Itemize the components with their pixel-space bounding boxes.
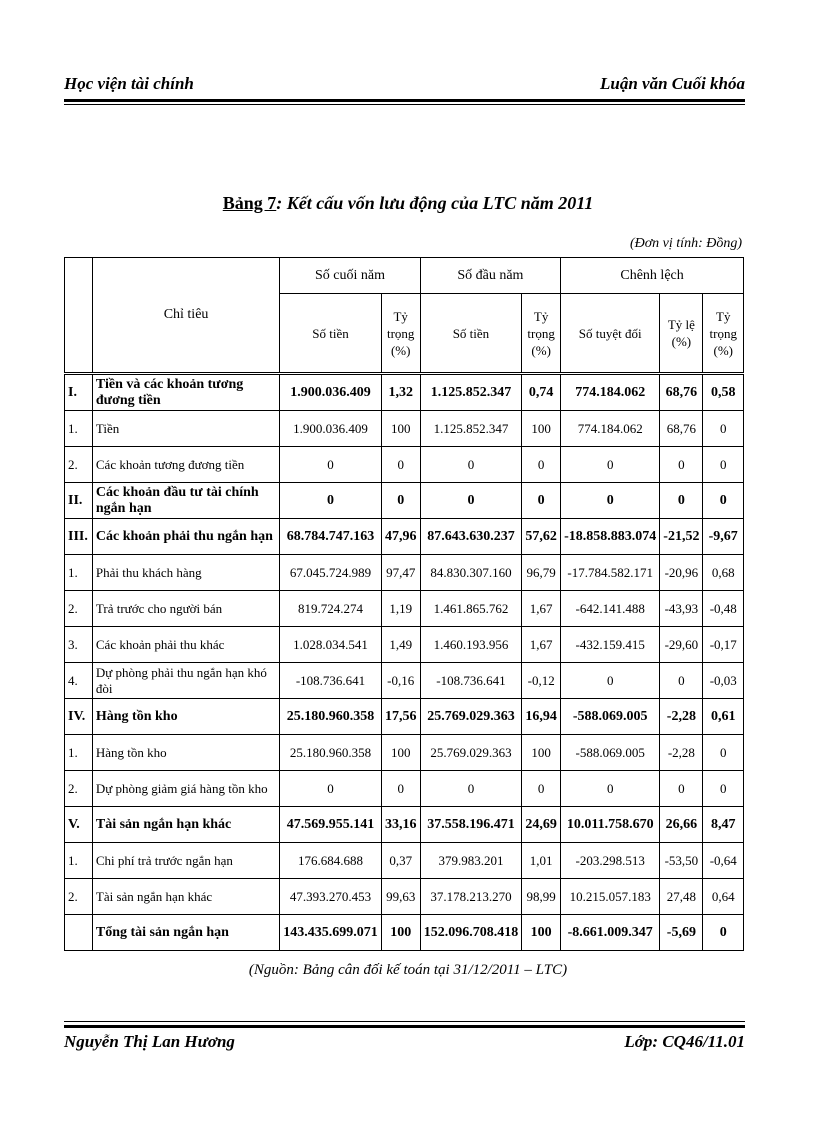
diff-ratio: -0,03 xyxy=(703,663,744,699)
diff-absolute: 0 xyxy=(561,483,660,519)
table-row xyxy=(65,915,744,951)
row-number xyxy=(65,915,93,951)
start-year-amount: 25.769.029.363 xyxy=(420,735,522,771)
diff-ratio: 0 xyxy=(703,447,744,483)
start-year-ratio: -0,12 xyxy=(522,663,561,699)
end-year-ratio: 97,47 xyxy=(381,555,420,591)
diff-ratio: 0,61 xyxy=(703,699,744,735)
start-year-ratio: 96,79 xyxy=(522,555,561,591)
diff-absolute: -432.159.415 xyxy=(561,627,660,663)
diff-ratio: -0,48 xyxy=(703,591,744,627)
header-cuoi-nam: Số cuối năm xyxy=(280,258,420,294)
row-name: Các khoản đầu tư tài chính ngắn hạn xyxy=(92,483,279,519)
diff-rate: -21,52 xyxy=(660,519,703,555)
end-year-amount: 819.724.274 xyxy=(280,591,382,627)
start-year-amount: 1.125.852.347 xyxy=(420,411,522,447)
table-row xyxy=(65,411,744,447)
header-right: Luận văn Cuối khóa xyxy=(599,74,745,93)
end-year-ratio: 0 xyxy=(381,771,420,807)
end-year-amount: 47.393.270.453 xyxy=(280,879,382,915)
diff-rate: 68,76 xyxy=(660,374,703,411)
start-year-amount: 25.769.029.363 xyxy=(420,699,522,735)
row-name: Dự phòng giảm giá hàng tồn kho xyxy=(92,771,279,807)
source-note: (Nguồn: Bảng cân đối kế toán tại 31/12/2011 – LTC) xyxy=(248,962,568,978)
page-header xyxy=(64,74,745,98)
diff-ratio: 0 xyxy=(703,411,744,447)
table-row xyxy=(65,483,744,519)
diff-absolute: -8.661.009.347 xyxy=(561,915,660,951)
diff-ratio: 0,58 xyxy=(703,374,744,411)
unit-note: (Đơn vị tính: Đồng) xyxy=(629,236,742,251)
diff-absolute: -18.858.883.074 xyxy=(561,519,660,555)
diff-rate: -20,96 xyxy=(660,555,703,591)
start-year-amount: 152.096.708.418 xyxy=(420,915,522,951)
header-chenh-lech: Chênh lệch xyxy=(561,258,744,294)
end-year-amount: 0 xyxy=(280,447,382,483)
end-year-amount: 25.180.960.358 xyxy=(280,735,382,771)
capital-structure-table xyxy=(64,257,744,951)
table-title-label: Bảng 7 xyxy=(222,193,277,213)
start-year-amount: 0 xyxy=(420,771,522,807)
header-ty-trong-3: Tỷ trọng (%) xyxy=(703,294,744,374)
table-row xyxy=(65,374,744,411)
end-year-ratio: 47,96 xyxy=(381,519,420,555)
row-name: Hàng tồn kho xyxy=(92,735,279,771)
start-year-ratio: 16,94 xyxy=(522,699,561,735)
end-year-ratio: 1,19 xyxy=(381,591,420,627)
diff-ratio: 0 xyxy=(703,735,744,771)
table-title-text: : Kết cấu vốn lưu động của LTC năm 2011 xyxy=(276,193,594,213)
diff-rate: -5,69 xyxy=(660,915,703,951)
header-dau-nam: Số đầu năm xyxy=(420,258,560,294)
table-row xyxy=(65,771,744,807)
header-stt xyxy=(65,258,93,374)
diff-absolute: 774.184.062 xyxy=(561,411,660,447)
diff-ratio: -9,67 xyxy=(703,519,744,555)
end-year-ratio: -0,16 xyxy=(381,663,420,699)
row-number: II. xyxy=(65,483,93,519)
start-year-amount: -108.736.641 xyxy=(420,663,522,699)
row-number: 1. xyxy=(65,735,93,771)
end-year-amount: 1.900.036.409 xyxy=(280,374,382,411)
end-year-amount: 47.569.955.141 xyxy=(280,807,382,843)
row-name: Dự phòng phải thu ngắn hạn khó đòi xyxy=(92,663,279,699)
header-rule-thin xyxy=(64,104,745,105)
start-year-ratio: 0,74 xyxy=(522,374,561,411)
start-year-amount: 379.983.201 xyxy=(420,843,522,879)
row-number: 2. xyxy=(65,591,93,627)
end-year-amount: -108.736.641 xyxy=(280,663,382,699)
diff-rate: -2,28 xyxy=(660,735,703,771)
diff-absolute: -17.784.582.171 xyxy=(561,555,660,591)
diff-ratio: 0 xyxy=(703,771,744,807)
start-year-ratio: 1,67 xyxy=(522,591,561,627)
start-year-ratio: 100 xyxy=(522,411,561,447)
header-chi-tieu: Chỉ tiêu xyxy=(92,258,279,374)
table-header-row-1 xyxy=(65,258,744,294)
footer-left: Nguyễn Thị Lan Hương xyxy=(64,1032,235,1051)
diff-ratio: -0,64 xyxy=(703,843,744,879)
footer-rule-thin xyxy=(64,1021,745,1022)
diff-absolute: 0 xyxy=(561,771,660,807)
diff-absolute: 10.011.758.670 xyxy=(561,807,660,843)
diff-absolute: 0 xyxy=(561,663,660,699)
diff-rate: 0 xyxy=(660,447,703,483)
table-row xyxy=(65,879,744,915)
start-year-ratio: 24,69 xyxy=(522,807,561,843)
footer-right: Lớp: CQ46/11.01 xyxy=(624,1032,745,1051)
diff-ratio: 0 xyxy=(703,483,744,519)
diff-absolute: 10.215.057.183 xyxy=(561,879,660,915)
header-rule-thick xyxy=(64,99,745,102)
end-year-ratio: 100 xyxy=(381,915,420,951)
footer-rule-thick xyxy=(64,1025,745,1028)
start-year-ratio: 57,62 xyxy=(522,519,561,555)
diff-rate: 26,66 xyxy=(660,807,703,843)
start-year-ratio: 1,01 xyxy=(522,843,561,879)
header-ty-le: Tỷ lệ (%) xyxy=(660,294,703,374)
end-year-ratio: 0 xyxy=(381,447,420,483)
table-row xyxy=(65,555,744,591)
diff-ratio: 0,64 xyxy=(703,879,744,915)
header-so-tien-2: Số tiền xyxy=(420,294,522,374)
row-name: Tổng tài sản ngắn hạn xyxy=(92,915,279,951)
diff-rate: 68,76 xyxy=(660,411,703,447)
table-title xyxy=(0,193,816,214)
end-year-amount: 1.900.036.409 xyxy=(280,411,382,447)
diff-absolute: -203.298.513 xyxy=(561,843,660,879)
row-name: Trả trước cho người bán xyxy=(92,591,279,627)
row-number: 2. xyxy=(65,447,93,483)
start-year-amount: 0 xyxy=(420,447,522,483)
diff-absolute: -588.069.005 xyxy=(561,735,660,771)
end-year-amount: 68.784.747.163 xyxy=(280,519,382,555)
start-year-amount: 84.830.307.160 xyxy=(420,555,522,591)
end-year-ratio: 17,56 xyxy=(381,699,420,735)
header-left: Học viện tài chính xyxy=(64,74,194,93)
table-row xyxy=(65,807,744,843)
row-name: Chi phí trả trước ngắn hạn xyxy=(92,843,279,879)
header-ty-trong-2: Tỷ trọng (%) xyxy=(522,294,561,374)
diff-rate: 27,48 xyxy=(660,879,703,915)
diff-absolute: 774.184.062 xyxy=(561,374,660,411)
row-number: 2. xyxy=(65,879,93,915)
start-year-amount: 0 xyxy=(420,483,522,519)
end-year-ratio: 33,16 xyxy=(381,807,420,843)
row-number: 4. xyxy=(65,663,93,699)
row-name: Các khoản tương đương tiền xyxy=(92,447,279,483)
page-footer xyxy=(64,1032,745,1056)
row-name: Phải thu khách hàng xyxy=(92,555,279,591)
end-year-ratio: 1,49 xyxy=(381,627,420,663)
diff-rate: -53,50 xyxy=(660,843,703,879)
end-year-amount: 67.045.724.989 xyxy=(280,555,382,591)
start-year-ratio: 100 xyxy=(522,735,561,771)
header-so-tuyet-doi: Số tuyệt đối xyxy=(561,294,660,374)
table-row xyxy=(65,447,744,483)
row-number: I. xyxy=(65,374,93,411)
end-year-amount: 0 xyxy=(280,771,382,807)
table-row xyxy=(65,699,744,735)
start-year-amount: 37.558.196.471 xyxy=(420,807,522,843)
row-number: 2. xyxy=(65,771,93,807)
row-number: V. xyxy=(65,807,93,843)
start-year-ratio: 0 xyxy=(522,483,561,519)
row-name: Các khoản phải thu khác xyxy=(92,627,279,663)
diff-ratio: 0,68 xyxy=(703,555,744,591)
row-name: Các khoản phải thu ngắn hạn xyxy=(92,519,279,555)
start-year-amount: 37.178.213.270 xyxy=(420,879,522,915)
start-year-ratio: 100 xyxy=(522,915,561,951)
table-row xyxy=(65,843,744,879)
table-row xyxy=(65,735,744,771)
start-year-amount: 1.460.193.956 xyxy=(420,627,522,663)
row-name: Tiền và các khoản tương đương tiền xyxy=(92,374,279,411)
end-year-ratio: 0 xyxy=(381,483,420,519)
start-year-ratio: 1,67 xyxy=(522,627,561,663)
row-number: 3. xyxy=(65,627,93,663)
table-row xyxy=(65,519,744,555)
row-name: Hàng tồn kho xyxy=(92,699,279,735)
diff-rate: -43,93 xyxy=(660,591,703,627)
diff-rate: -29,60 xyxy=(660,627,703,663)
end-year-amount: 143.435.699.071 xyxy=(280,915,382,951)
row-number: 1. xyxy=(65,843,93,879)
end-year-ratio: 99,63 xyxy=(381,879,420,915)
header-ty-trong-1: Tỷ trọng (%) xyxy=(381,294,420,374)
row-number: IV. xyxy=(65,699,93,735)
end-year-ratio: 0,37 xyxy=(381,843,420,879)
end-year-amount: 25.180.960.358 xyxy=(280,699,382,735)
table-row xyxy=(65,591,744,627)
diff-ratio: -0,17 xyxy=(703,627,744,663)
header-so-tien-1: Số tiền xyxy=(280,294,382,374)
diff-absolute: 0 xyxy=(561,447,660,483)
start-year-amount: 1.461.865.762 xyxy=(420,591,522,627)
start-year-amount: 87.643.630.237 xyxy=(420,519,522,555)
start-year-ratio: 0 xyxy=(522,447,561,483)
row-number: 1. xyxy=(65,555,93,591)
row-name: Tài sản ngắn hạn khác xyxy=(92,807,279,843)
end-year-ratio: 1,32 xyxy=(381,374,420,411)
row-name: Tiền xyxy=(92,411,279,447)
end-year-amount: 1.028.034.541 xyxy=(280,627,382,663)
diff-rate: 0 xyxy=(660,771,703,807)
diff-rate: -2,28 xyxy=(660,699,703,735)
start-year-ratio: 0 xyxy=(522,771,561,807)
end-year-ratio: 100 xyxy=(381,411,420,447)
start-year-ratio: 98,99 xyxy=(522,879,561,915)
diff-ratio: 8,47 xyxy=(703,807,744,843)
start-year-amount: 1.125.852.347 xyxy=(420,374,522,411)
end-year-amount: 0 xyxy=(280,483,382,519)
end-year-ratio: 100 xyxy=(381,735,420,771)
diff-absolute: -642.141.488 xyxy=(561,591,660,627)
table-row xyxy=(65,627,744,663)
diff-rate: 0 xyxy=(660,663,703,699)
table-row xyxy=(65,663,744,699)
row-number: 1. xyxy=(65,411,93,447)
diff-ratio: 0 xyxy=(703,915,744,951)
diff-rate: 0 xyxy=(660,483,703,519)
row-number: III. xyxy=(65,519,93,555)
end-year-amount: 176.684.688 xyxy=(280,843,382,879)
row-name: Tài sản ngắn hạn khác xyxy=(92,879,279,915)
diff-absolute: -588.069.005 xyxy=(561,699,660,735)
